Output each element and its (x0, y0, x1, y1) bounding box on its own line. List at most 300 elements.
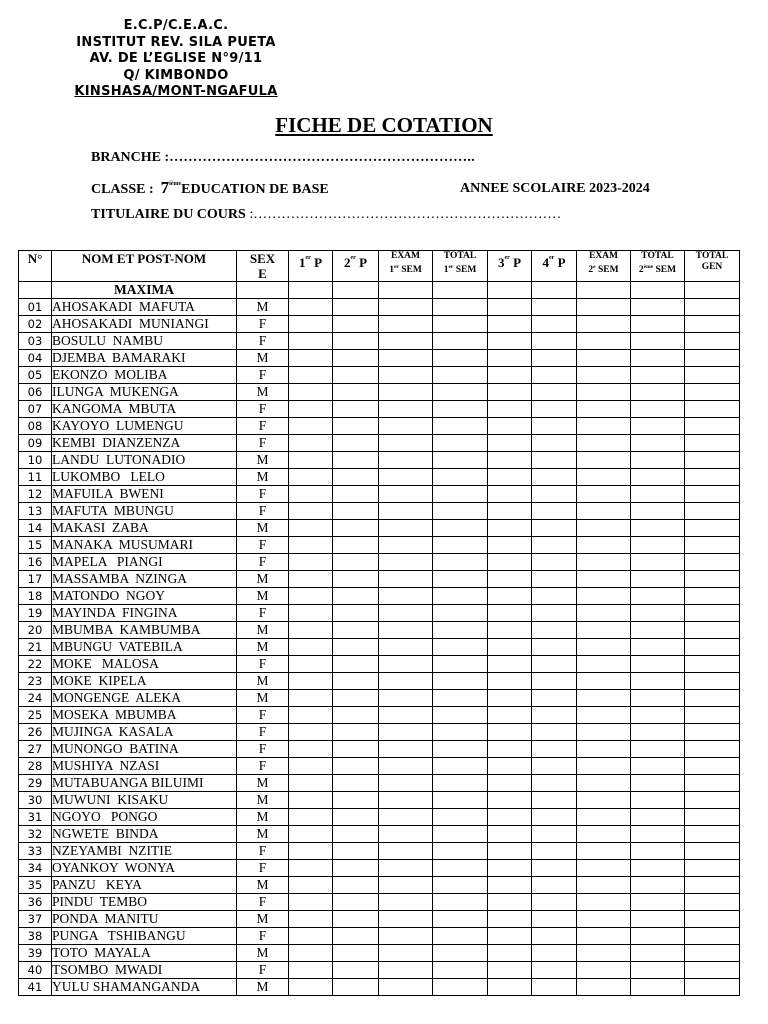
grade-cell (379, 945, 433, 962)
student-row (19, 860, 740, 877)
student-row (19, 690, 740, 707)
grade-cell (631, 554, 685, 571)
grade-cell (532, 418, 577, 435)
grade-cell (532, 860, 577, 877)
grade-cell (433, 894, 488, 911)
grade-cell (433, 809, 488, 826)
grade-cell (289, 367, 333, 384)
student-name: MOKE KIPELA (52, 673, 237, 690)
grade-cell (488, 503, 532, 520)
grade-cell (488, 622, 532, 639)
grade-cell (685, 979, 740, 996)
student-number: 12 (19, 486, 52, 503)
grade-cell (379, 877, 433, 894)
student-sex: M (237, 469, 289, 486)
student-row (19, 656, 740, 673)
student-name: MUNONGO BATINA (52, 741, 237, 758)
grade-cell (433, 299, 488, 316)
grade-cell (379, 928, 433, 945)
grade-cell (532, 758, 577, 775)
grade-cell (532, 401, 577, 418)
grade-cell (289, 894, 333, 911)
student-row (19, 877, 740, 894)
grade-cell (289, 792, 333, 809)
grade-cell (289, 571, 333, 588)
grade-cell (433, 537, 488, 554)
student-name: MAYINDA FINGINA (52, 605, 237, 622)
grade-cell (577, 741, 631, 758)
student-sex: M (237, 571, 289, 588)
grade-cell (532, 775, 577, 792)
student-number: 28 (19, 758, 52, 775)
grade-cell (488, 520, 532, 537)
grade-cell (488, 911, 532, 928)
grade-cell (379, 758, 433, 775)
grade-cell (433, 452, 488, 469)
student-name: KEMBI DIANZENZA (52, 435, 237, 452)
grade-cell (333, 877, 379, 894)
grade-cell (379, 333, 433, 350)
grade-cell (433, 707, 488, 724)
grade-cell (333, 860, 379, 877)
grade-cell (532, 656, 577, 673)
grade-cell (577, 537, 631, 554)
grade-cell (577, 826, 631, 843)
student-sex: M (237, 452, 289, 469)
grade-cell (631, 979, 685, 996)
student-number: 41 (19, 979, 52, 996)
student-number: 21 (19, 639, 52, 656)
grade-cell (333, 843, 379, 860)
grade-cell (577, 316, 631, 333)
maxima-empty-cell (631, 282, 685, 299)
student-row (19, 775, 740, 792)
student-row (19, 605, 740, 622)
student-name: PONDA MANITU (52, 911, 237, 928)
student-row (19, 588, 740, 605)
titulaire-dots: :………………………………………………………… (249, 207, 562, 222)
student-sex: F (237, 758, 289, 775)
grade-cell (289, 741, 333, 758)
grade-cell (685, 894, 740, 911)
grade-cell (532, 979, 577, 996)
student-row (19, 809, 740, 826)
grade-cell (289, 809, 333, 826)
grade-cell (532, 928, 577, 945)
grade-cell (631, 707, 685, 724)
grade-cell (577, 384, 631, 401)
grade-cell (433, 656, 488, 673)
student-row (19, 452, 740, 469)
col-exam1-header: EXAM 1er SEM (379, 251, 433, 282)
grade-cell (289, 758, 333, 775)
grade-cell (577, 758, 631, 775)
student-number: 07 (19, 401, 52, 418)
grade-cell (333, 707, 379, 724)
grade-cell (488, 486, 532, 503)
student-number: 09 (19, 435, 52, 452)
student-row (19, 758, 740, 775)
grade-cell (379, 503, 433, 520)
grade-cell (379, 299, 433, 316)
student-sex: F (237, 741, 289, 758)
maxima-empty-cell (685, 282, 740, 299)
grade-cell (433, 469, 488, 486)
grade-cell (577, 673, 631, 690)
student-sex: F (237, 435, 289, 452)
grade-cell (289, 333, 333, 350)
grade-cell (685, 401, 740, 418)
grade-cell (685, 452, 740, 469)
student-number: 33 (19, 843, 52, 860)
maxima-empty-cell (532, 282, 577, 299)
annee-scolaire: ANNEE SCOLAIRE 2023-2024 (460, 181, 650, 196)
student-sex: F (237, 928, 289, 945)
student-number: 30 (19, 792, 52, 809)
grade-cell (433, 350, 488, 367)
grade-cell (685, 843, 740, 860)
grade-cell (333, 894, 379, 911)
grade-cell (433, 520, 488, 537)
grade-cell (577, 350, 631, 367)
grade-cell (289, 911, 333, 928)
grade-cell (577, 605, 631, 622)
grade-cell (685, 588, 740, 605)
grade-cell (433, 384, 488, 401)
grade-cell (379, 792, 433, 809)
student-name: AHOSAKADI MAFUTA (52, 299, 237, 316)
grade-cell (532, 690, 577, 707)
student-sex: M (237, 673, 289, 690)
grade-cell (631, 911, 685, 928)
grade-cell (379, 401, 433, 418)
student-number: 14 (19, 520, 52, 537)
grade-cell (433, 673, 488, 690)
grade-cell (685, 605, 740, 622)
student-number: 37 (19, 911, 52, 928)
grade-cell (532, 537, 577, 554)
student-sex: M (237, 350, 289, 367)
branche-field (91, 150, 475, 166)
grade-cell (532, 894, 577, 911)
grade-cell (631, 469, 685, 486)
grade-cell (433, 843, 488, 860)
col-total2-header: TOTAL 2ème SEM (631, 251, 685, 282)
grade-cell (289, 435, 333, 452)
student-row (19, 299, 740, 316)
student-sex: F (237, 418, 289, 435)
student-name: MAFUTA MBUNGU (52, 503, 237, 520)
student-sex: F (237, 656, 289, 673)
grade-cell (433, 639, 488, 656)
grade-cell (289, 656, 333, 673)
grade-cell (577, 435, 631, 452)
grade-cell (631, 928, 685, 945)
grade-cell (333, 418, 379, 435)
student-name: BOSULU NAMBU (52, 333, 237, 350)
grade-cell (379, 894, 433, 911)
grade-cell (577, 486, 631, 503)
grade-cell (289, 350, 333, 367)
grade-cell (333, 690, 379, 707)
grade-cell (532, 486, 577, 503)
grade-cell (289, 928, 333, 945)
student-name: MAFUILA BWENI (52, 486, 237, 503)
grade-cell (685, 469, 740, 486)
grade-cell (631, 503, 685, 520)
student-name: MBUMBA KAMBUMBA (52, 622, 237, 639)
student-row (19, 792, 740, 809)
grade-cell (631, 877, 685, 894)
grade-cell (577, 707, 631, 724)
grade-cell (685, 418, 740, 435)
student-sex: M (237, 826, 289, 843)
grade-cell (488, 639, 532, 656)
grade-cell (532, 673, 577, 690)
student-row (19, 554, 740, 571)
grade-cell (685, 367, 740, 384)
grade-cell (433, 724, 488, 741)
grade-cell (433, 571, 488, 588)
student-sex: M (237, 775, 289, 792)
grade-cell (379, 673, 433, 690)
student-name: EKONZO MOLIBA (52, 367, 237, 384)
grade-cell (532, 452, 577, 469)
student-number: 24 (19, 690, 52, 707)
grade-cell (577, 520, 631, 537)
grade-cell (631, 622, 685, 639)
student-row (19, 979, 740, 996)
grade-cell (433, 588, 488, 605)
student-row (19, 350, 740, 367)
grade-cell (577, 877, 631, 894)
student-number: 23 (19, 673, 52, 690)
grade-cell (577, 894, 631, 911)
maxima-empty-cell (433, 282, 488, 299)
grade-cell (532, 503, 577, 520)
grade-cell (532, 877, 577, 894)
student-row (19, 622, 740, 639)
grade-cell (577, 775, 631, 792)
grade-cell (532, 384, 577, 401)
branche-label: BRANCHE : (91, 150, 170, 165)
grade-cell (333, 656, 379, 673)
grade-cell (631, 724, 685, 741)
grade-cell (577, 452, 631, 469)
student-row (19, 945, 740, 962)
grade-cell (333, 452, 379, 469)
grade-cell (577, 792, 631, 809)
grade-cell (577, 911, 631, 928)
student-name: MUTABUANGA BILUIMI (52, 775, 237, 792)
classe-number: 7 (160, 178, 170, 197)
grade-cell (289, 843, 333, 860)
titulaire-label: TITULAIRE DU COURS (91, 207, 246, 222)
grade-cell (289, 622, 333, 639)
student-sex: F (237, 843, 289, 860)
grade-cell (685, 928, 740, 945)
grade-cell (685, 622, 740, 639)
student-name: NZEYAMBI NZITIE (52, 843, 237, 860)
grade-cell (577, 503, 631, 520)
student-name: MUWUNI KISAKU (52, 792, 237, 809)
student-sex: M (237, 792, 289, 809)
classe-field (91, 178, 329, 198)
grade-cell (433, 928, 488, 945)
grade-cell (532, 826, 577, 843)
header-line-1: E.C.P/C.E.A.C. (123, 18, 229, 33)
document-title: FICHE DE COTATION (275, 113, 493, 137)
grade-cell (289, 588, 333, 605)
grade-cell (685, 435, 740, 452)
grade-cell (433, 962, 488, 979)
grade-cell (577, 656, 631, 673)
student-sex: M (237, 911, 289, 928)
grade-cell (379, 843, 433, 860)
grade-cell (333, 571, 379, 588)
grade-cell (433, 622, 488, 639)
grade-cell (488, 945, 532, 962)
grade-cell (685, 486, 740, 503)
grade-cell (685, 316, 740, 333)
grade-cell (379, 588, 433, 605)
grade-cell (488, 809, 532, 826)
student-row (19, 435, 740, 452)
grade-cell (532, 588, 577, 605)
grade-cell (631, 299, 685, 316)
student-name: MONGENGE ALEKA (52, 690, 237, 707)
grade-cell (685, 384, 740, 401)
grade-cell (532, 962, 577, 979)
grade-cell (379, 435, 433, 452)
grade-cell (433, 979, 488, 996)
student-row (19, 826, 740, 843)
grade-cell (532, 299, 577, 316)
student-number: 22 (19, 656, 52, 673)
grade-cell (488, 401, 532, 418)
grade-cell (433, 690, 488, 707)
col-totalgen-header: TOTAL GEN (685, 251, 740, 282)
grade-cell (379, 418, 433, 435)
grade-cell (577, 724, 631, 741)
grade-cell (289, 520, 333, 537)
grade-cell (685, 962, 740, 979)
grade-cell (333, 928, 379, 945)
grade-cell (532, 843, 577, 860)
student-sex: F (237, 894, 289, 911)
student-name: NGOYO PONGO (52, 809, 237, 826)
grade-cell (532, 741, 577, 758)
grade-cell (333, 741, 379, 758)
grade-cell (532, 520, 577, 537)
student-row (19, 520, 740, 537)
grade-cell (577, 401, 631, 418)
grade-cell (289, 316, 333, 333)
grade-cell (289, 418, 333, 435)
student-number: 20 (19, 622, 52, 639)
student-number: 25 (19, 707, 52, 724)
student-number: 19 (19, 605, 52, 622)
grade-cell (488, 350, 532, 367)
grade-cell (532, 350, 577, 367)
grade-cell (379, 571, 433, 588)
grade-cell (577, 588, 631, 605)
grade-cell (532, 911, 577, 928)
student-number: 10 (19, 452, 52, 469)
grade-cell (333, 333, 379, 350)
grade-cell (532, 605, 577, 622)
grade-cell (532, 554, 577, 571)
student-name: PUNGA TSHIBANGU (52, 928, 237, 945)
grade-cell (685, 299, 740, 316)
col-total1-header: TOTAL 1er SEM (433, 251, 488, 282)
grade-cell (379, 860, 433, 877)
student-row (19, 503, 740, 520)
col-name-header: NOM ET POST-NOM (52, 251, 237, 282)
student-name: YULU SHAMANGANDA (52, 979, 237, 996)
grade-cell (631, 843, 685, 860)
grade-cell (289, 724, 333, 741)
grade-cell (333, 792, 379, 809)
student-row (19, 707, 740, 724)
grade-cell (685, 333, 740, 350)
student-name: MASSAMBA NZINGA (52, 571, 237, 588)
student-name: NGWETE BINDA (52, 826, 237, 843)
grade-cell (685, 877, 740, 894)
grade-cell (532, 945, 577, 962)
grade-cell (433, 435, 488, 452)
grade-cell (488, 979, 532, 996)
grade-cell (433, 418, 488, 435)
grade-cell (532, 367, 577, 384)
header-row (19, 251, 740, 282)
grade-cell (289, 554, 333, 571)
student-sex: F (237, 554, 289, 571)
grade-cell (379, 452, 433, 469)
grade-cell (631, 775, 685, 792)
student-sex: F (237, 605, 289, 622)
grade-cell (631, 316, 685, 333)
grade-cell (685, 503, 740, 520)
grade-cell (577, 469, 631, 486)
grade-cell (289, 452, 333, 469)
col-num-header: N° (19, 251, 52, 282)
grade-cell (631, 894, 685, 911)
maxima-empty-cell (488, 282, 532, 299)
grade-cell (488, 316, 532, 333)
grade-cell (577, 639, 631, 656)
student-row (19, 401, 740, 418)
student-number: 05 (19, 367, 52, 384)
grade-cell (532, 571, 577, 588)
grade-cell (333, 367, 379, 384)
student-sex: F (237, 486, 289, 503)
grade-cell (379, 656, 433, 673)
grade-cell (631, 350, 685, 367)
grade-cell (289, 537, 333, 554)
student-number: 04 (19, 350, 52, 367)
grade-cell (333, 537, 379, 554)
student-number: 17 (19, 571, 52, 588)
grade-cell (379, 707, 433, 724)
grade-cell (577, 979, 631, 996)
grade-cell (433, 367, 488, 384)
grade-cell (488, 554, 532, 571)
student-sex: F (237, 367, 289, 384)
grade-cell (488, 843, 532, 860)
grade-cell (488, 588, 532, 605)
grade-cell (433, 860, 488, 877)
